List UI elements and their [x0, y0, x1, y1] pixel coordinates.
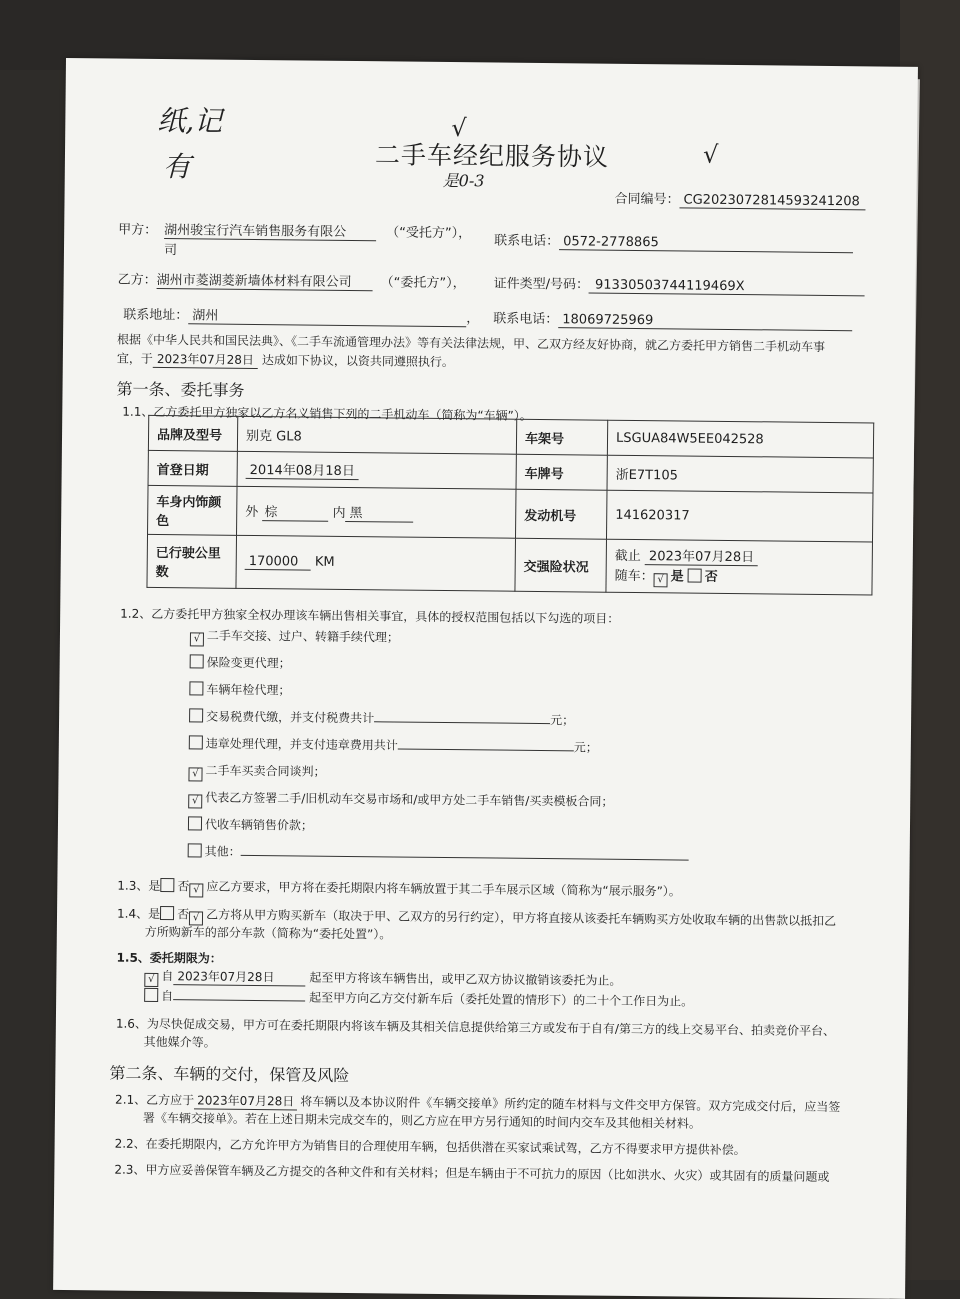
insurance-with-car: [614, 565, 863, 590]
outer-color-value: 棕: [262, 501, 328, 522]
clause-2-1-text: 将车辆以及本协议附件《车辆交接单》所约定的随车材料与文件交甲方保管。双方完成交付后，应当签: [300, 1094, 841, 1115]
insurance-cell: [606, 539, 873, 595]
option-text: 车辆年检代理；: [206, 682, 291, 698]
outer-color-label: 外: [245, 504, 259, 521]
option-checkbox[interactable]: [188, 843, 202, 857]
contract-number-value: CG2023072814593241208: [679, 192, 865, 210]
party-a-name-line1: 湖州骏宝行汽车销售服务有限公: [164, 219, 376, 241]
party-a-role: （“受托方”），: [386, 225, 472, 242]
clause-1-4-line2: 方所购新车的部分车款（简称为“委托处置”）。: [144, 924, 392, 942]
clause-1-6-line1: 1.6、为尽快促成交易，甲方可在委托期限内将该车辆及其相关信息提供给第三方或发布于自有/第三方的线上交易平台、拍卖竞价平台、: [115, 1016, 836, 1039]
engine-label: 发动机号: [515, 489, 607, 539]
clause-1-4-no: 否: [177, 907, 190, 922]
option-item: [190, 653, 291, 671]
party-b-phone-value: 18069725969: [558, 312, 852, 331]
mileage-label: 已行驶公里数: [147, 534, 237, 588]
reg-date-value: 2014年08月18日: [246, 459, 359, 480]
reg-date-cell: [237, 451, 516, 489]
preamble-line1: 根据《中华人民共和国民法典》、《二手车流通管理办法》等有关法律法规，甲、乙双方经友好协商，就乙方委托甲方销售二手机动车事: [116, 332, 826, 354]
party-b-id: [494, 272, 866, 296]
other-field[interactable]: [241, 843, 689, 861]
handwritten-note-2: 有: [162, 150, 192, 184]
insurance-until: [615, 545, 864, 568]
option-item: [189, 707, 574, 728]
option-checkbox[interactable]: √: [188, 767, 202, 781]
vin-value: LSGUA84W5EE042528: [607, 420, 873, 458]
term-a-date: 2023年07月28日: [173, 967, 305, 986]
engine-value: 141620317: [606, 490, 872, 542]
party-b-address-label: 联系地址：: [123, 307, 189, 324]
option-item: [190, 626, 399, 648]
handwritten-check-2: √: [702, 140, 719, 169]
option-checkbox[interactable]: √: [188, 794, 202, 808]
insurance-yes-label: 是: [670, 569, 684, 585]
clause-1-1: 1.1、乙方委托甲方独家以乙方名义销售下列的二手机动车（简称为“车辆”）。: [122, 404, 532, 423]
party-a-label: 甲方：: [118, 222, 158, 238]
mileage-cell: [236, 535, 516, 591]
vin-label: 车架号: [516, 419, 607, 455]
preamble-date: 2023年07月28日: [153, 350, 258, 369]
insurance-date: 2023年07月28日: [645, 545, 758, 566]
checkbox-no[interactable]: √: [189, 911, 203, 925]
option-checkbox[interactable]: [188, 816, 202, 830]
term-a-from: 自: [161, 969, 174, 984]
party-b-phone: [493, 307, 852, 331]
color-cell: [237, 486, 516, 538]
clause-2-1-start: 2.1、乙方应于: [115, 1092, 195, 1108]
insurance-no-label: 否: [704, 569, 718, 585]
clause-1-6-line2: 其他媒介等。: [143, 1034, 216, 1050]
violation-amount-field[interactable]: [398, 737, 574, 752]
table-row: [148, 485, 873, 542]
party-b-address-value: 湖州: [188, 304, 466, 327]
party-b-address: [123, 304, 479, 328]
option-checkbox[interactable]: [189, 681, 203, 695]
term-a-text: 起至甲方将该车辆售出，或甲乙双方协议撤销该委托为止。: [309, 970, 622, 988]
tax-amount-field[interactable]: [374, 709, 550, 724]
party-a-name: [164, 219, 376, 241]
option-item: [189, 680, 290, 698]
option-item: [189, 734, 598, 755]
option-item: [188, 788, 613, 812]
plate-value: 浙E7T105: [607, 455, 873, 493]
brand-label: 品牌及型号: [148, 415, 237, 451]
party-b-row: [118, 269, 466, 293]
checkbox-yes[interactable]: [160, 906, 174, 920]
option-text: 其他：: [204, 844, 241, 859]
checkbox-yes[interactable]: [160, 878, 174, 892]
option-checkbox[interactable]: [189, 708, 203, 722]
vehicle-table: [146, 415, 874, 596]
option-item: [188, 761, 325, 782]
checkbox-term-a[interactable]: √: [144, 973, 158, 987]
checkbox-no[interactable]: [688, 569, 702, 583]
color-label: 车身内饰颜色: [148, 485, 238, 535]
clause-1-5-title: 1.5、委托期限为：: [116, 950, 222, 966]
option-suffix: 元；: [550, 713, 575, 728]
option-text: 代收车辆销售价款；: [204, 817, 314, 833]
mileage-unit: KM: [314, 554, 335, 570]
checkbox-no[interactable]: √: [189, 883, 203, 897]
party-a-phone-label: 联系电话：: [494, 233, 560, 250]
party-b-id-value: 91330503744119469X: [589, 277, 865, 296]
preamble-line2-start: 宜，于: [116, 351, 153, 366]
inner-color-value: 黑: [345, 502, 413, 523]
option-checkbox[interactable]: [189, 735, 203, 749]
document-title: 二手车经纪服务协议: [374, 140, 610, 172]
option-item: [188, 842, 689, 864]
section-2-title: 第二条、车辆的交付，保管及风险: [109, 1063, 350, 1086]
reg-date-label: 首登日期: [148, 450, 237, 486]
preamble-line2-end: 达成如下协议，以资共同遵照执行。: [261, 353, 455, 370]
clause-1-2: 1.2、乙方委托甲方独家全权办理该车辆出售相关事宜，具体的授权范围包括以下勾选的项目：: [120, 606, 620, 626]
handwritten-check: √: [451, 114, 467, 143]
clause-1-3-no: 否: [177, 879, 190, 894]
term-b-date[interactable]: [173, 987, 305, 1001]
option-text: 二手车买卖合同谈判；: [205, 763, 326, 779]
term-b-text: 起至甲方向乙方交付新车后（委托处置的情形下）的二十个工作日为止。: [309, 990, 694, 1009]
party-b-phone-label: 联系电话：: [493, 311, 559, 328]
inner-color-label: 内: [332, 505, 346, 521]
option-text: 违章处理代理，并支付违章费用共计: [205, 736, 398, 753]
party-a-phone: [494, 229, 853, 253]
clause-1-3-text: 应乙方要求，甲方将在委托期限内将车辆放置于其二手车展示区域（简称为“展示服务”）。: [206, 879, 681, 899]
option-item: [188, 815, 313, 833]
clause-2-1-line2: 署《车辆交接单》。若在上述日期未完成交车的，则乙方应在甲方另行通知的时间内交车及其他相关材料。: [142, 1110, 701, 1131]
party-b-label: 乙方：: [117, 272, 157, 288]
clause-2-2: 2.2、在委托期限内，乙方允许甲方为销售目的合理使用车辆，包括供潜在买家试乘试驾，乙方不得要求甲方提供补偿。: [114, 1136, 746, 1158]
party-a-name-line2: 司: [163, 243, 178, 259]
insurance-label: 交强险状况: [515, 538, 607, 592]
term-b-from: 自: [161, 989, 174, 1004]
clause-2-1-date: 2023年07月28日: [194, 1091, 297, 1110]
insurance-until-label: 截止: [614, 548, 641, 565]
option-text: 交易税费代缴，并支付税费共计: [206, 709, 375, 726]
option-text: 代表乙方签署二手/旧机动车交易市场和/或甲方处二手车销售/买卖模板合同；: [205, 790, 614, 809]
contract-number: [614, 188, 865, 211]
checkbox-term-b[interactable]: [144, 988, 158, 1002]
party-b-id-label: 证件类型/号码：: [493, 276, 590, 293]
clause-1-3: [117, 877, 681, 903]
handwritten-mark: 是0-3: [442, 170, 485, 191]
clause-1-4-yes: 1.4、是: [116, 906, 161, 922]
option-checkbox[interactable]: √: [190, 632, 204, 646]
clause-1-3-yes: 1.3、是: [117, 878, 161, 894]
insurance-with-label: 随车：: [614, 568, 654, 585]
contract-number-label: 合同编号：: [614, 191, 680, 208]
clause-1-4-text: 乙方将从甲方购买新车（取决于甲、乙双方的另行约定），甲方将直接从该委托车辆购买方处收取车辆的出售款以抵扣乙: [206, 907, 837, 929]
option-suffix: 元；: [573, 740, 598, 755]
party-a-phone-value: 0572-2778865: [559, 234, 853, 253]
checkbox-yes[interactable]: √: [654, 573, 668, 587]
option-text: 二手车交接、过户、转籍手续代理；: [206, 628, 400, 645]
preamble-line2: [117, 350, 454, 372]
table-row: [147, 534, 873, 595]
party-b-address-comma: ，: [466, 311, 480, 327]
brand-value: 别克 GL8: [237, 416, 516, 454]
party-b-role: （“委托方”），: [380, 275, 466, 292]
handwritten-note: 纸,记: [157, 103, 223, 138]
contract-sheet: [53, 58, 918, 1299]
option-checkbox[interactable]: [190, 654, 204, 668]
mileage-value: 170000: [245, 554, 311, 571]
option-text: 保险变更代理；: [206, 655, 291, 671]
section-1-title: 第一条、委托事务: [116, 379, 245, 400]
party-b-name: 湖州市菱湖菱新墙体材料有限公司: [157, 269, 373, 291]
clause-2-3: 2.3、甲方应妥善保管车辆及乙方提交的各种文件和有关材料；但是车辆由于不可抗力的原因（比如洪水、火灾）或其固有的质量问题或: [114, 1162, 830, 1185]
plate-label: 车牌号: [516, 454, 607, 490]
